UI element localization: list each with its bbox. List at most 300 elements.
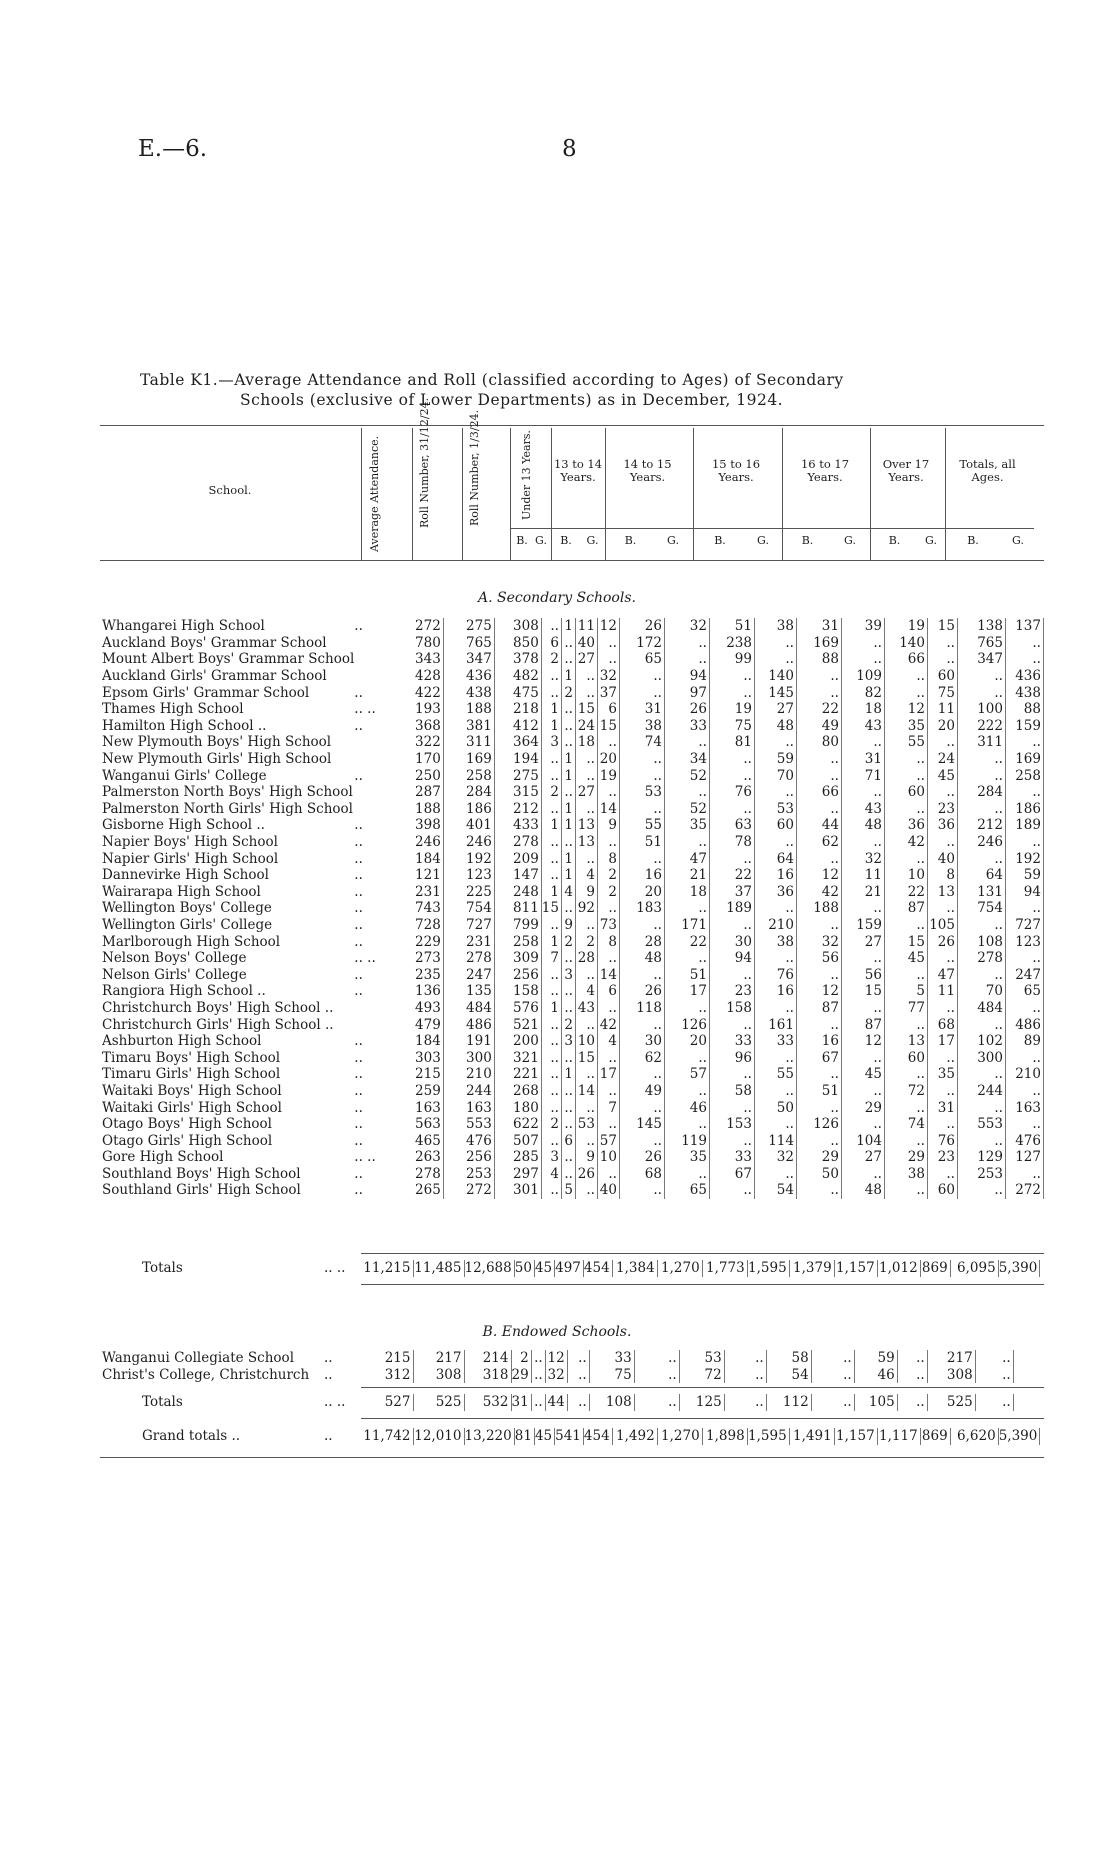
cell-a14g: 46 xyxy=(664,1099,709,1116)
cell-roll_dec: 11,485 xyxy=(413,1260,464,1277)
cell-a13b: 28 xyxy=(575,950,597,967)
header-divider xyxy=(870,428,871,560)
totals-top-rule xyxy=(361,1253,1044,1254)
header-g: G. xyxy=(535,534,547,547)
cell-a14g: .. xyxy=(664,1000,709,1017)
cell-o17b: .. xyxy=(884,1182,927,1199)
cell-a15g: 76 xyxy=(754,966,796,983)
cell-o17b: 22 xyxy=(884,884,927,901)
cell-tg: 137 xyxy=(1005,618,1043,635)
header-bg-rule xyxy=(510,528,1034,529)
cell-o17g: .. xyxy=(927,1083,957,1100)
cell-a16g: 48 xyxy=(841,817,884,834)
cell-u13g: 3 xyxy=(561,1033,575,1050)
leader-dots xyxy=(354,1000,391,1017)
cell-tb: .. xyxy=(957,1066,1005,1083)
table-row xyxy=(102,817,1043,834)
table-row xyxy=(102,834,1043,851)
cell-avg: 121 xyxy=(391,867,443,884)
cell-a16b: 62 xyxy=(796,834,841,851)
cell-a16g: .. xyxy=(841,651,884,668)
school-name: Wanganui Collegiate School xyxy=(102,1350,295,1367)
table-row xyxy=(102,1350,1013,1367)
cell-a15b: .. xyxy=(709,917,754,934)
cell-a14g: 26 xyxy=(664,701,709,718)
cell-u13g: 4 xyxy=(561,884,575,901)
cell-u13b: .. xyxy=(541,1033,561,1050)
cell-a13b: .. xyxy=(575,966,597,983)
cell-avg: 287 xyxy=(391,784,443,801)
cell-a13b: .. xyxy=(575,801,597,818)
page-number: 8 xyxy=(562,136,577,162)
cell-a13b: 2 xyxy=(575,933,597,950)
header-g: G. xyxy=(1012,534,1024,547)
school-name: New Plymouth Girls' High School xyxy=(102,751,332,768)
cell-u13g: .. xyxy=(561,1116,575,1133)
cell-a13g: 8 xyxy=(597,933,619,950)
cell-o17g: .. xyxy=(927,651,957,668)
cell-u13b: 7 xyxy=(541,950,561,967)
cell-u13b: 1 xyxy=(541,701,561,718)
cell-roll_dec: 217 xyxy=(413,1350,464,1367)
cell-a16b: .. xyxy=(796,668,841,685)
cell-a14b: .. xyxy=(619,684,664,701)
cell-a16b: .. xyxy=(796,684,841,701)
cell-a13b: .. xyxy=(575,1132,597,1149)
header-g: G. xyxy=(844,534,856,547)
cell-a13b: 24 xyxy=(575,718,597,735)
cell-u13g: .. xyxy=(561,635,575,652)
cell-tg: 186 xyxy=(1005,801,1043,818)
cell-a15b: 1,773 xyxy=(702,1260,747,1277)
cell-o17b: 12 xyxy=(884,701,927,718)
cell-roll_mar: 811 xyxy=(494,900,541,917)
cell-o17g: .. xyxy=(927,834,957,851)
cell-roll_dec: 191 xyxy=(443,1033,494,1050)
cell-a16b: 49 xyxy=(796,718,841,735)
cell-a16g: 29 xyxy=(841,1099,884,1116)
cell-a16g: .. xyxy=(841,1083,884,1100)
header-16-to-17: 16 to 17 Years. xyxy=(800,457,850,484)
cell-o17g: 45 xyxy=(927,767,957,784)
cell-avg: 229 xyxy=(391,933,443,950)
cell-a15b: 72 xyxy=(679,1367,724,1384)
cell-a16g: .. xyxy=(811,1367,854,1384)
cell-u13b: .. xyxy=(541,1049,561,1066)
cell-a16g: .. xyxy=(841,1000,884,1017)
cell-a16g: .. xyxy=(841,1166,884,1183)
cell-a16b: 42 xyxy=(796,884,841,901)
cell-o17g: 869 xyxy=(920,1428,950,1445)
cell-a16b: .. xyxy=(796,751,841,768)
cell-avg: 428 xyxy=(391,668,443,685)
cell-o17b: .. xyxy=(884,1132,927,1149)
table-row xyxy=(102,1083,1043,1100)
cell-roll_mar: 209 xyxy=(494,850,541,867)
cell-a13g: 8 xyxy=(597,850,619,867)
cell-tb: .. xyxy=(957,684,1005,701)
title-line-1: Table K1.—Average Attendance and Roll (classified according to Ages) of Secondary xyxy=(140,371,844,389)
cell-tb: .. xyxy=(957,1099,1005,1116)
cell-u13g: .. xyxy=(561,651,575,668)
cell-o17g: 11 xyxy=(927,701,957,718)
cell-tg: 192 xyxy=(1005,850,1043,867)
cell-a14b: 26 xyxy=(619,1149,664,1166)
cell-a14g: 171 xyxy=(664,917,709,934)
table-row xyxy=(102,1166,1043,1183)
cell-tb: 347 xyxy=(957,651,1005,668)
cell-roll_mar: 321 xyxy=(494,1049,541,1066)
cell-tb: 217 xyxy=(927,1350,975,1367)
leader-dots xyxy=(354,635,391,652)
cell-roll_dec: 169 xyxy=(443,751,494,768)
cell-o17b: 60 xyxy=(884,784,927,801)
cell-u13b: .. xyxy=(541,850,561,867)
cell-a15g: 55 xyxy=(754,1066,796,1083)
school-name: Otago Girls' High School xyxy=(102,1132,273,1149)
cell-a13g: 6 xyxy=(597,701,619,718)
cell-a15g: .. xyxy=(754,1000,796,1017)
cell-a15b: 51 xyxy=(709,618,754,635)
cell-avg: 278 xyxy=(391,1166,443,1183)
cell-a13g: 73 xyxy=(597,917,619,934)
cell-roll_dec: 347 xyxy=(443,651,494,668)
cell-a15g: 53 xyxy=(754,801,796,818)
cell-roll_dec: 231 xyxy=(443,933,494,950)
cell-a16g: 109 xyxy=(841,668,884,685)
cell-a16b: .. xyxy=(796,1016,841,1033)
cell-a16g: .. xyxy=(841,635,884,652)
cell-a16b: .. xyxy=(796,850,841,867)
cell-a16b: .. xyxy=(796,966,841,983)
totals-row xyxy=(102,1260,1040,1277)
table-row xyxy=(102,1182,1043,1199)
header-roll-dec: Roll Number, 31/12/24. xyxy=(418,397,431,528)
cell-a13g: .. xyxy=(597,635,619,652)
cell-tg: .. xyxy=(1005,950,1043,967)
cell-u13g: 1 xyxy=(561,668,575,685)
cell-o17g: .. xyxy=(927,635,957,652)
header-b: B. xyxy=(560,534,572,547)
table-row xyxy=(102,950,1043,967)
cell-a13b: 11 xyxy=(575,618,597,635)
header-15-to-16: 15 to 16 Years. xyxy=(711,457,761,484)
cell-roll_mar: 850 xyxy=(494,635,541,652)
cell-a14b: 1,492 xyxy=(612,1428,657,1445)
cell-a15b: .. xyxy=(709,684,754,701)
school-name: Wanganui Girls' College xyxy=(102,767,267,784)
cell-a13b: 12 xyxy=(545,1350,567,1367)
cell-a13b: 18 xyxy=(575,734,597,751)
cell-o17g: 31 xyxy=(927,1099,957,1116)
cell-a14b: 20 xyxy=(619,884,664,901)
school-name: Palmerston North Boys' High School xyxy=(102,784,353,801)
cell-roll_dec: 486 xyxy=(443,1016,494,1033)
section-a-title-text: A. Secondary Schools. xyxy=(478,590,636,606)
header-top-rule xyxy=(100,425,1044,426)
cell-a13g: 19 xyxy=(597,767,619,784)
cell-o17g: .. xyxy=(897,1394,927,1411)
cell-a15b: 78 xyxy=(709,834,754,851)
cell-a14g: .. xyxy=(664,635,709,652)
cell-avg: 728 xyxy=(391,917,443,934)
cell-a13b: .. xyxy=(575,1066,597,1083)
cell-a14g: .. xyxy=(634,1394,679,1411)
cell-tb: 300 xyxy=(957,1049,1005,1066)
cell-tg: 476 xyxy=(1005,1132,1043,1149)
cell-a14b: .. xyxy=(619,917,664,934)
cell-roll_mar: 364 xyxy=(494,734,541,751)
leader-dots: .. .. xyxy=(354,1149,376,1166)
cell-u13b: .. xyxy=(541,867,561,884)
cell-a14b: 183 xyxy=(619,900,664,917)
cell-a13b: .. xyxy=(575,917,597,934)
cell-roll_mar: 297 xyxy=(494,1166,541,1183)
cell-a13b: .. xyxy=(575,767,597,784)
cell-a14b: 33 xyxy=(589,1350,634,1367)
leader-dots: .. xyxy=(354,1033,363,1050)
cell-avg: 163 xyxy=(391,1099,443,1116)
cell-a15g: .. xyxy=(754,635,796,652)
cell-a13b: .. xyxy=(575,668,597,685)
leader-dots: .. xyxy=(354,1099,363,1116)
cell-a15b: .. xyxy=(709,767,754,784)
cell-roll_dec: 258 xyxy=(443,767,494,784)
cell-a15b: 53 xyxy=(679,1350,724,1367)
cell-a16g: 43 xyxy=(841,801,884,818)
table-bottom-rule xyxy=(100,1457,1044,1458)
cell-tg: 59 xyxy=(1005,867,1043,884)
cell-tb: 308 xyxy=(927,1367,975,1384)
cell-o17g: 60 xyxy=(927,668,957,685)
school-name: Waitaki Girls' High School xyxy=(102,1099,282,1116)
cell-tg: 438 xyxy=(1005,684,1043,701)
cell-o17g: .. xyxy=(927,900,957,917)
secondary-schools-table xyxy=(102,618,1044,1199)
header-roll-mar: Roll Number, 1/3/24. xyxy=(468,409,481,526)
header-school: School. xyxy=(208,483,252,497)
school-name: Epsom Girls' Grammar School xyxy=(102,684,310,701)
leader-dots: .. xyxy=(354,717,363,734)
cell-a13g: .. xyxy=(597,1116,619,1133)
table-row xyxy=(102,1099,1043,1116)
table-row xyxy=(102,1149,1043,1166)
header-b: B. xyxy=(967,534,979,547)
cell-a13g: 2 xyxy=(597,867,619,884)
cell-u13b: .. xyxy=(541,751,561,768)
cell-tg: .. xyxy=(1005,834,1043,851)
cell-a14b: 68 xyxy=(619,1166,664,1183)
cell-a14b: 26 xyxy=(619,983,664,1000)
cell-a13b: .. xyxy=(575,751,597,768)
cell-a16b: 31 xyxy=(796,618,841,635)
totals-bottom-rule xyxy=(361,1284,1044,1285)
cell-tb: .. xyxy=(957,1132,1005,1149)
header-g: G. xyxy=(667,534,679,547)
cell-a13b: .. xyxy=(575,1016,597,1033)
cell-a15b: 189 xyxy=(709,900,754,917)
cell-tg: .. xyxy=(1005,784,1043,801)
cell-a14g: 97 xyxy=(664,684,709,701)
cell-a16b: 87 xyxy=(796,1000,841,1017)
cell-roll_dec: 476 xyxy=(443,1132,494,1149)
cell-roll_mar: 147 xyxy=(494,867,541,884)
cell-a15g: 59 xyxy=(754,751,796,768)
table-row xyxy=(102,1066,1043,1083)
cell-o17g: 869 xyxy=(920,1260,950,1277)
cell-a16g: .. xyxy=(841,950,884,967)
cell-tb: 754 xyxy=(957,900,1005,917)
cell-a16g: 12 xyxy=(841,1033,884,1050)
school-name: Christ's College, Christchurch xyxy=(102,1366,310,1383)
cell-u13g: 1 xyxy=(561,867,575,884)
cell-a14b: 62 xyxy=(619,1049,664,1066)
cell-avg: 465 xyxy=(391,1132,443,1149)
cell-a13b: 9 xyxy=(575,884,597,901)
cell-a15b: 1,898 xyxy=(702,1428,747,1445)
header-bottom-rule xyxy=(100,560,1044,561)
cell-roll_mar: 258 xyxy=(494,933,541,950)
cell-a14b: 30 xyxy=(619,1033,664,1050)
cell-a15b: 22 xyxy=(709,867,754,884)
cell-roll_dec: 12,010 xyxy=(413,1428,464,1445)
cell-avg: 215 xyxy=(391,1066,443,1083)
cell-a16g: .. xyxy=(841,1049,884,1066)
cell-a15g: .. xyxy=(754,1166,796,1183)
cell-u13b: 4 xyxy=(541,1166,561,1183)
cell-a13g: 42 xyxy=(597,1016,619,1033)
cell-tg: 436 xyxy=(1005,668,1043,685)
cell-a16b: .. xyxy=(796,1132,841,1149)
cell-roll_dec: 123 xyxy=(443,867,494,884)
cell-o17g: .. xyxy=(927,950,957,967)
cell-u13b: .. xyxy=(541,966,561,983)
cell-roll_dec: 484 xyxy=(443,1000,494,1017)
cell-a16g: .. xyxy=(841,900,884,917)
cell-a15g: 114 xyxy=(754,1132,796,1149)
cell-a15g: .. xyxy=(754,834,796,851)
cell-a13b: .. xyxy=(575,1182,597,1199)
header-divider xyxy=(462,428,463,560)
cell-avg: 259 xyxy=(391,1083,443,1100)
school-name: Hamilton High School .. xyxy=(102,717,267,734)
cell-a13b: 9 xyxy=(575,1149,597,1166)
cell-a13b: 10 xyxy=(575,1033,597,1050)
cell-roll_dec: 186 xyxy=(443,801,494,818)
cell-a13g: 454 xyxy=(583,1260,612,1277)
cell-roll_dec: 275 xyxy=(443,618,494,635)
cell-a14b: 1,384 xyxy=(612,1260,657,1277)
header-divider xyxy=(782,428,783,560)
cell-a16g: 15 xyxy=(841,983,884,1000)
header-14-to-15: 14 to 15 Years. xyxy=(623,457,672,484)
totals-row xyxy=(102,1394,1013,1411)
cell-avg: 11,215 xyxy=(361,1260,413,1277)
cell-a14g: .. xyxy=(634,1350,679,1367)
cell-a13b: .. xyxy=(575,1099,597,1116)
cell-u13g: .. xyxy=(561,900,575,917)
cell-a13b: 13 xyxy=(575,817,597,834)
school-name: Christchurch Girls' High School .. xyxy=(102,1016,334,1033)
cell-tg: .. xyxy=(1005,1166,1043,1183)
cell-roll_mar: 309 xyxy=(494,950,541,967)
header-g: G. xyxy=(925,534,937,547)
cell-tg: .. xyxy=(1005,734,1043,751)
cell-a16g: 43 xyxy=(841,718,884,735)
grand-totals-table xyxy=(102,1428,1040,1445)
cell-a14b: 28 xyxy=(619,933,664,950)
cell-a16b: 50 xyxy=(796,1166,841,1183)
cell-a13g: .. xyxy=(567,1350,589,1367)
cell-tg: 258 xyxy=(1005,767,1043,784)
cell-tb: 278 xyxy=(957,950,1005,967)
cell-a15b: .. xyxy=(709,1099,754,1116)
table-row xyxy=(102,718,1043,735)
cell-a16g: 21 xyxy=(841,884,884,901)
cell-a15b: .. xyxy=(709,1066,754,1083)
header-divider xyxy=(945,428,946,560)
cell-u13b: .. xyxy=(541,1083,561,1100)
cell-roll_mar: 308 xyxy=(494,618,541,635)
cell-o17g: 35 xyxy=(927,1066,957,1083)
cell-o17g: 68 xyxy=(927,1016,957,1033)
cell-u13g: 6 xyxy=(561,1132,575,1149)
school-name: Auckland Girls' Grammar School xyxy=(102,668,327,685)
cell-a14g: .. xyxy=(664,950,709,967)
cell-avg: 184 xyxy=(391,850,443,867)
cell-a15g: 1,595 xyxy=(747,1260,789,1277)
cell-tg: 123 xyxy=(1005,933,1043,950)
cell-u13b: .. xyxy=(541,1066,561,1083)
cell-a14g: 18 xyxy=(664,884,709,901)
leader-dots xyxy=(354,751,391,768)
cell-o17b: 66 xyxy=(884,651,927,668)
table-row xyxy=(102,933,1043,950)
cell-roll_mar: 412 xyxy=(494,718,541,735)
cell-u13g: 1 xyxy=(561,1066,575,1083)
cell-roll_mar: 315 xyxy=(494,784,541,801)
cell-a16b: 126 xyxy=(796,1116,841,1133)
cell-u13g: .. xyxy=(531,1367,545,1384)
cell-a14g: .. xyxy=(664,734,709,751)
cell-avg: 246 xyxy=(391,834,443,851)
cell-a15g: 36 xyxy=(754,884,796,901)
cell-a14b: 55 xyxy=(619,817,664,834)
leader-dots: .. xyxy=(354,618,363,635)
cell-a13b: 15 xyxy=(575,1049,597,1066)
cell-tb: 311 xyxy=(957,734,1005,751)
cell-u13g: 2 xyxy=(561,1016,575,1033)
cell-u13b: 1 xyxy=(541,1000,561,1017)
cell-a13b: .. xyxy=(575,684,597,701)
cell-a13g: 4 xyxy=(597,1033,619,1050)
cell-a14g: 34 xyxy=(664,751,709,768)
cell-u13g: .. xyxy=(561,1099,575,1116)
cell-tg: 189 xyxy=(1005,817,1043,834)
cell-a15g: 64 xyxy=(754,850,796,867)
cell-a16g: 45 xyxy=(841,1066,884,1083)
leader-dots xyxy=(354,668,391,685)
section-b-title-text: B. Endowed Schools. xyxy=(482,1324,632,1340)
cell-roll_mar: 475 xyxy=(494,684,541,701)
cell-o17g: 13 xyxy=(927,884,957,901)
header-average-attendance: Average Attendance. xyxy=(368,435,381,552)
school-name: Grand totals .. xyxy=(142,1428,241,1445)
cell-u13g: 1 xyxy=(561,817,575,834)
cell-u13g: .. xyxy=(561,701,575,718)
cell-a15g: .. xyxy=(754,651,796,668)
section-a-title xyxy=(0,590,1114,606)
